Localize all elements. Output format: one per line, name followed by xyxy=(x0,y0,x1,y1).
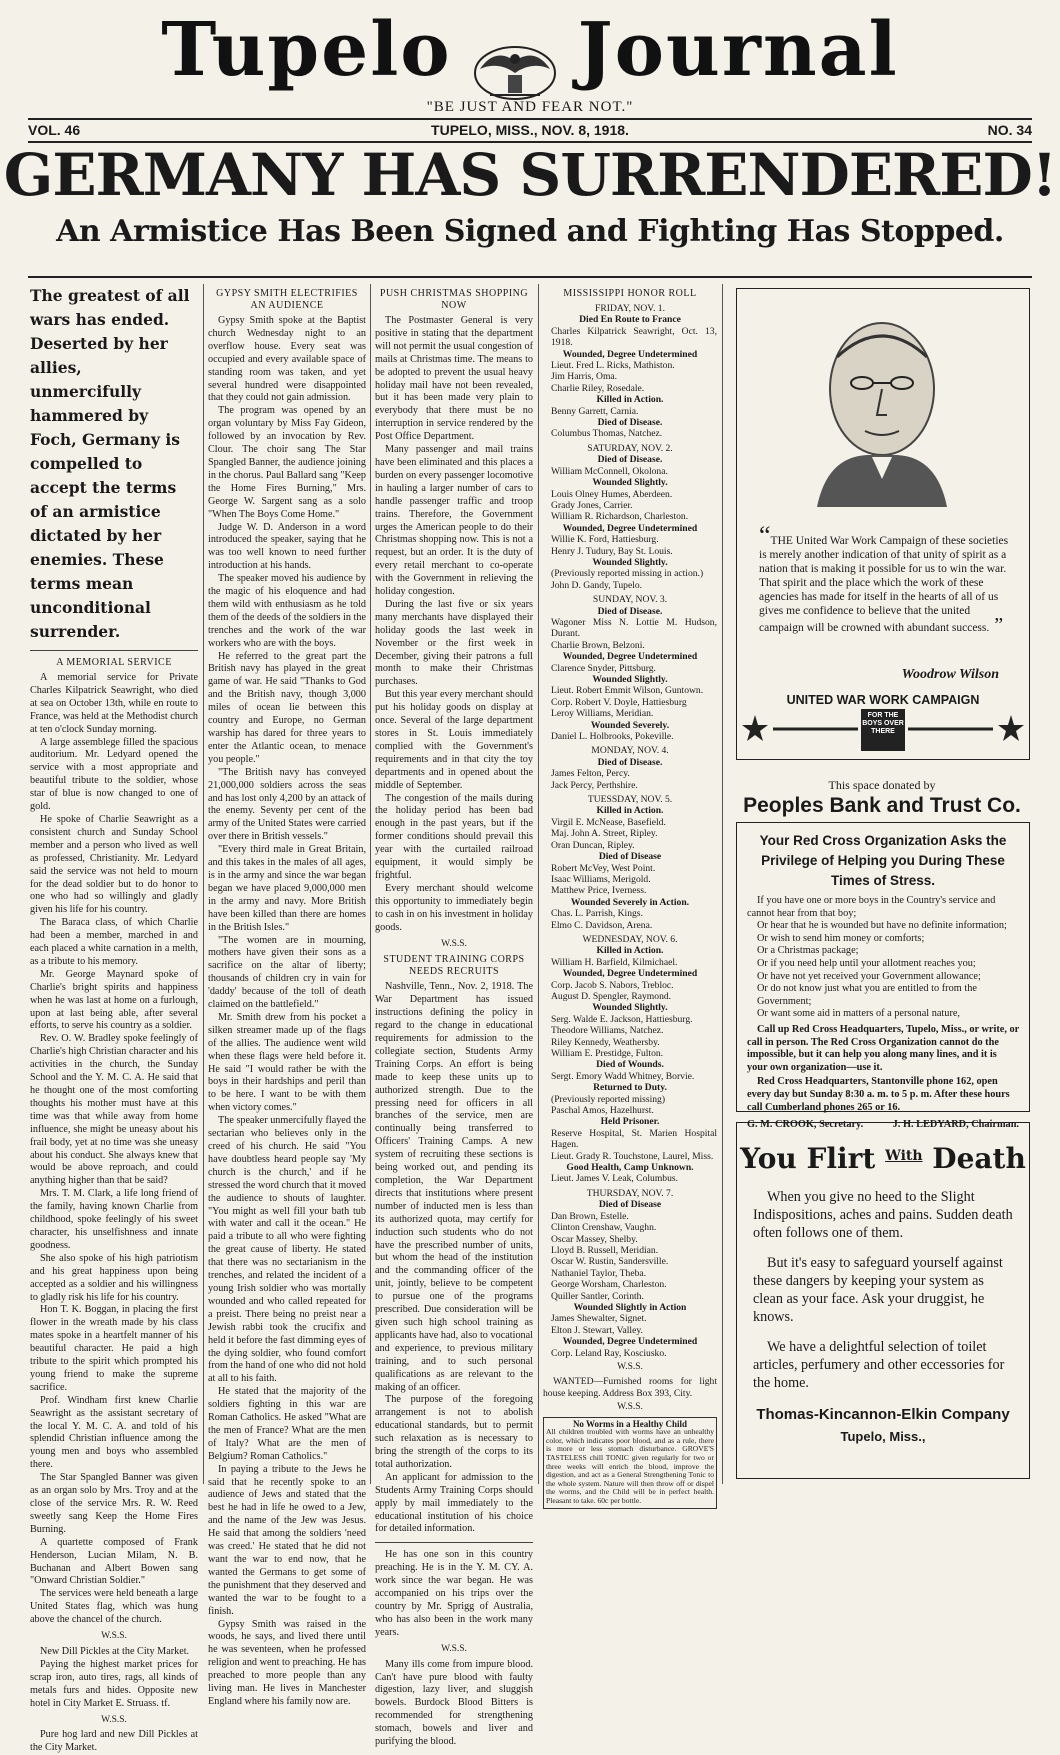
paragraph: A memorial service for Private Charles Kilpatrick Seawright, who died at sea on October 13th, while en route to France, was held at the Methodist church at ten o'clock Sunday morning. xyxy=(30,672,198,735)
student-title: STUDENT TRAINING CORPS NEEDS RECRUITS xyxy=(383,954,525,978)
honor-roll-entry: Benny Garrett, Carnia. xyxy=(551,405,639,417)
red-cross-title: Your Red Cross Organization Asks the Privilege of Helping you During These Times of Stress. xyxy=(759,833,1007,888)
honor-roll-entry: Theodore Williams, Natchez. xyxy=(551,1025,664,1037)
wss-separator: W.S.S. xyxy=(617,1402,643,1413)
honor-roll-category: Wounded, Degree Undetermined xyxy=(562,522,698,534)
paragraph: Gypsy Smith spoke at the Baptist church Wednesday night to an overflow house. Every seat was occupied and every available space of standing room was taken, and yet several hundred were disappointed that they could not gain admission. xyxy=(208,315,366,404)
honor-roll-date: THURSDAY, NOV. 7. xyxy=(586,1187,674,1199)
column-2 xyxy=(208,284,366,1707)
paragraph: Prof. Windham first knew Charlie Seawright as the assistant secretary of the local Y. M. C. A. and told of his splendid Christian influence among the young men and boys who assembled there. xyxy=(30,1394,198,1471)
honor-roll-entry: Lieut. Fred L. Ricks, Mathiston. xyxy=(551,360,675,372)
flirt-paragraph-3: We have a delightful selection of toilet articles, perfumery and other eccessories for the home. xyxy=(753,1339,1005,1391)
issue-number: NO. 34 xyxy=(987,122,1032,138)
column-4 xyxy=(543,284,717,1505)
company-city: Tupelo, Miss., xyxy=(840,1429,926,1444)
red-cross-intro: If you have one or more boys in the Country's service and cannot hear from that boy; xyxy=(747,895,996,919)
company-name: Thomas-Kincannon-Elkin Company xyxy=(756,1406,1010,1423)
column-divider xyxy=(370,284,371,1484)
paragraph: "The British navy has conveyed 21,000,000 soldiers across the seas and has lost only 4,200 by an attack of the enemy. Seventy per cent of the army of the United States were carried over there in British vessels." xyxy=(208,766,366,843)
honor-roll-entry: Charles Kilpatrick Seawright, Oct. 13, 1918. xyxy=(551,325,717,349)
notice: New Dill Pickles at the City Market. xyxy=(40,1645,190,1657)
honor-roll-entry: (Previously reported missing in action.) xyxy=(551,568,704,580)
paragraph: In paying a tribute to the Jews he said that he recently spoke to an audience of Jews and stated that the best he had in life he owed to a Jew, and the name of the Jew was Jesus. He said that among the soldiers 'need was creed.' He stated that he did not want the war to end now, that he wanted the Germans to get some of the punishment that they deserved and wanted the war to be fought to a finish. xyxy=(208,1463,366,1617)
chairman: J. H. LEDYARD, Chairman. xyxy=(892,1119,1019,1131)
honor-roll-entry: Corp. Jacob S. Nabors, Trebloc. xyxy=(551,979,674,991)
honor-roll-entry: Sergt. Emory Wadd Whitney, Borvie. xyxy=(551,1070,695,1082)
honor-roll-entry: George Worsham, Charleston. xyxy=(551,1279,667,1291)
honor-roll-entry: Serg. Walde E. Jackson, Hattiesburg. xyxy=(551,1013,693,1025)
honor-roll-entry: Charlie Brown, Belzoni. xyxy=(551,639,645,651)
honor-roll-entry: Robert McVey, West Point. xyxy=(551,862,656,874)
gypsy-title: GYPSY SMITH ELECTRIFIES AN AUDIENCE xyxy=(216,288,358,311)
flirt-title: You Flirt $^{With}$ Death xyxy=(740,1142,1026,1175)
honor-roll-entry: (Previously reported missing) xyxy=(551,1093,666,1105)
honor-roll-entry: Paschal Amos, Hazelhurst. xyxy=(551,1105,654,1117)
honor-roll-entry: Daniel L. Holbrooks, Pokeville. xyxy=(551,731,674,743)
quote-author: Woodrow Wilson xyxy=(901,667,999,682)
masthead-name-left: Tupelo xyxy=(161,7,452,93)
motto: "BE JUST AND FEAR NOT." xyxy=(426,99,634,115)
paragraph: Mrs. T. M. Clark, a life long friend of the family, having known Charlie from childhood, spoke feelingly of his sweet character, his unselfishness and innate goodness. xyxy=(30,1188,198,1251)
sub-headline: An Armistice Has Been Signed and Fighting Has Stopped. xyxy=(56,214,1004,249)
paragraph: The program was opened by an organ voluntary by Miss Fay Gideon, followed by an invocation by Rev. Clour. The choir sang The Star Spangled Banner, the audience joining in the chorus. Paul Ballard sang "Keep the Home Fires Burning," Mrs. George W. Sargent sang as a solo "When The Boys Come Home." xyxy=(208,405,366,520)
donated-by: This space donated by xyxy=(828,778,936,792)
campaign-banner: UNITED WAR WORK CAMPAIGN xyxy=(786,693,980,707)
honor-roll-entry: William H. Barfield, Kilmichael. xyxy=(551,956,678,968)
gypsy-continued: He has one son in this country preaching. He is in the Y. M. CY. A. work since the war began. He was accompanied on his trips over the country by Mr. Sprigg of Australia, who has also been in the work many years. xyxy=(375,1549,533,1638)
honor-roll-date: SATURDAY, NOV. 2. xyxy=(587,442,673,454)
honor-roll-entry: Matthew Price, Iverness. xyxy=(551,885,647,897)
paragraph: Mr. George Maynard spoke of Charlie's bright spirits and happiness when he was last at home on a furlough, upon at last being able, after several efforts, to serve his country as a soldier. xyxy=(30,968,198,1032)
wss-separator: W.S.S. xyxy=(441,1643,467,1654)
paragraph: The Baraca class, of which Charlie had been a member, marched in and each placed a white carnation in a melth, as a tribute to his memory. xyxy=(30,917,198,967)
honor-roll-category: Died of Disease. xyxy=(597,417,663,429)
wanted-ad: WANTED—Furnished rooms for light house keeping. Address Box 393, City. xyxy=(543,1376,717,1399)
red-cross-list-item: Or a Christmas package; xyxy=(757,945,859,957)
red-cross-list-item: Or hear that he is wounded but have no definite information; xyxy=(757,920,1007,932)
volume-label: VOL. 46 xyxy=(28,122,81,138)
wss-separator: W.S.S. xyxy=(101,1714,127,1725)
paragraph: Every merchant should welcome this opportunity to immediately begin to cash in on his investment in holiday goods. xyxy=(375,882,533,933)
red-cross-list-item: Or if you need help until your allotment reaches you; xyxy=(757,957,976,969)
honor-roll-entry: Willie K. Ford, Hattiesburg. xyxy=(551,534,659,546)
honor-roll-entry: Henry J. Tudury, Bay St. Louis. xyxy=(551,545,673,557)
honor-roll-category: Died of Disease xyxy=(598,851,662,863)
honor-roll-entry: Lieut. James V. Leak, Columbus. xyxy=(551,1173,679,1185)
masthead-name-right: Journal xyxy=(577,7,899,93)
honor-roll-date: FRIDAY, NOV. 1. xyxy=(595,303,665,314)
honor-roll-entry: Elton J. Stewart, Valley. xyxy=(551,1324,643,1336)
red-cross-list-item: Or want some aid in matters of a personal nature, xyxy=(757,1008,961,1020)
honor-roll-entry: Lloyd B. Russell, Meridian. xyxy=(551,1244,659,1256)
paragraph: The purpose of the foregoing arrangement is not to abolish educational standards, but to permit such relaxation as is necessary to bring the strength of the corps to its total authorization. xyxy=(375,1394,533,1470)
paragraph: An applicant for admission to the Students Army Training Corps should apply by mail immediately to the educational institution of his choice for detailed information. xyxy=(375,1471,533,1535)
honor-roll-entry: Quiller Santler, Corinth. xyxy=(551,1290,644,1302)
honor-roll-entry: Charlie Riley, Rosedale. xyxy=(551,382,645,394)
red-cross-list-item: Or do not know just what you are entitled to from the Government; xyxy=(757,983,977,1007)
bank-ad xyxy=(736,778,1028,819)
push-title: PUSH CHRISTMAS SHOPPING NOW xyxy=(379,288,529,311)
wilson-portrait-icon xyxy=(797,297,967,507)
honor-roll-entry: Dan Brown, Estelle. xyxy=(551,1210,629,1222)
honor-roll-entry: Corp. Leland Ray, Kosciusko. xyxy=(551,1347,667,1359)
paragraph: He stated that the majority of the soldiers fighting in this war are Roman Catholics. He asked "What are the men of France? What are the men of Italy? What are the men of Belgium? Roman Catholics." xyxy=(208,1386,366,1462)
honor-roll-date: MONDAY, NOV. 4. xyxy=(591,745,669,757)
paragraph: Gypsy Smith was raised in the woods, he says, and lived there until he was seventeen, when he professed religion and went to preaching. He has preached to more people than any living man. He lives in Manchester England where his family now are. xyxy=(208,1618,366,1707)
worms-title: No Worms in a Healthy Child xyxy=(572,1418,688,1429)
honor-roll-category: Killed in Action. xyxy=(596,805,664,817)
paragraph: The congestion of the mails during the holiday period has been bad enough in the past years, but if the former conditions should prevail this year with the curtailed railroad equipment, it would simply be frightful. xyxy=(375,792,533,881)
honor-roll-category: Held Prisoner. xyxy=(600,1116,660,1128)
honor-roll-category: Died of Disease. xyxy=(597,454,663,466)
red-cross-call: Call up Red Cross Headquarters, Tupelo, Miss., or write, or call in person. The Red Cross Organization cannot do the impossible, but it can help you along many lines, and it is your own organization—use it. xyxy=(747,1023,1020,1073)
wss-separator: W.S.S. xyxy=(101,1631,127,1642)
honor-roll-entry: Oscar Massey, Shelby. xyxy=(551,1233,638,1245)
gypsy-body xyxy=(208,315,366,1709)
paragraph: The services were held beneath a large United States flag, which was hung above the chancel of the church. xyxy=(30,1588,198,1626)
honor-roll-entry: Wagoner Miss N. Lottie M. Hudson, Durant. xyxy=(551,616,717,640)
place-date: TUPELO, MISS., NOV. 8, 1918. xyxy=(431,122,629,138)
honor-title: MISSISSIPPI HONOR ROLL xyxy=(563,288,697,299)
column-divider xyxy=(722,284,723,1484)
paragraph: Hon T. K. Boggan, in placing the first flower in the wreath made by his class mates spoke in a heartfelt manner of his beautiful character. He paid a high tribute to the spirit which prompted his young friend to make the supreme sacrifice. xyxy=(30,1304,198,1393)
honor-roll-entry: Jack Percy, Perthshire. xyxy=(551,779,638,791)
main-headline: GERMANY HAS SURRENDERED! xyxy=(3,141,1057,209)
honor-roll-category: Died of Disease xyxy=(598,1199,662,1211)
eagle-emblem-icon xyxy=(470,39,560,103)
wss-separator: W.S.S. xyxy=(617,1361,643,1372)
worms-ad: All children troubled with worms have an unhealthy color, which indicates poor blood, and as a rule, there is more or less stomach disturbance. GROVE'S TASTELESS chill TONIC given regularly for two or three weeks will enrich the blood, improve the digestion, and act as a General Strengthening Tonic to the whole system. Nature will then throw off or dispel the worms, and the Child will be in perfect health. Pleasant to take. 60c per bottle. xyxy=(546,1427,714,1505)
honor-roll-entry: Lieut. Robert Emmit Wilson, Guntown. xyxy=(551,685,704,697)
honor-roll-category: Wounded, Degree Undetermined xyxy=(562,968,698,980)
paragraph: A large assemblege filled the spacious auditorium. Mr. Ledyard opened the service with a most appropriate and beautiful tribute to the soldier, whose star of blue is now changed to one of gold. xyxy=(30,736,198,813)
honor-roll-entry: Oscar W. Rustin, Sandersville. xyxy=(551,1256,669,1268)
honor-roll-category: Good Health, Camp Unknown. xyxy=(566,1162,694,1174)
paragraph: A quartette composed of Frank Henderson, Lucian Milam, N. B. Buchanan and Albert Bowen sang "Onward Christian Soldier." xyxy=(30,1536,198,1587)
paragraph: The Star Spangled Banner was given as an organ solo by Mrs. Troy and at the close of the service Mrs. R. W. Reed sweetly sang Keep the Home Fires Burning. xyxy=(30,1472,198,1535)
memorial-title: A MEMORIAL SERVICE xyxy=(56,657,172,668)
honor-roll-category: Wounded Slightly. xyxy=(592,674,668,685)
red-cross-list-item: Or have not yet received your Government allowance; xyxy=(757,970,981,982)
wilson-quote: “THE United War Work Campaign of these societies is merely another indication of that unity of spirit as a nation that is making it possible for us to win the war. That spirit and the place which the work of these agencies has made for itself in the hearts of all of us gives me confidence to believe that the united campaign will be crowned with abundant success. ” xyxy=(759,521,1009,636)
honor-roll-entry: James Felton, Percy. xyxy=(551,768,630,780)
honor-roll-category: Died of Wounds. xyxy=(596,1059,664,1071)
honor-roll-entry: Columbus Thomas, Natchez. xyxy=(551,428,663,440)
flirt-paragraph-1: When you give no heed to the Slight Indispositions, aches and pains. Sudden death often follows one of them. xyxy=(753,1189,1013,1241)
notice: Pure hog lard and new Dill Pickles at the City Market. xyxy=(30,1729,198,1754)
honor-roll-entry: Reserve Hospital, St. Marien Hospital Hagen. xyxy=(551,1127,717,1151)
divider xyxy=(375,1542,533,1543)
rule-headline xyxy=(28,276,1032,278)
paragraph: He spoke of Charlie Seawright as a consistent church and Sunday School member and a person who lived as well as professed, Christianity. Mr. Ledyard said the service was not held to mourn for the dead soldier but to do honor to one who had so willingly and gladly given his life for his country. xyxy=(30,813,198,916)
honor-roll-category: Wounded Slightly in Action xyxy=(573,1301,687,1313)
honor-roll-category: Wounded Severely in Action. xyxy=(570,896,690,908)
paragraph: She also spoke of his high patriotism and his great happiness upon being accepted as a soldier and his willingness to gladly risk his life for his country. xyxy=(30,1252,198,1303)
honor-roll-category: Died of Disease. xyxy=(597,605,663,617)
honor-roll-entry: Chas. L. Parrish, Kings. xyxy=(551,908,643,920)
campaign-emblem xyxy=(743,707,1023,753)
push-body xyxy=(375,315,533,935)
honor-roll-entry: Grady Jones, Carrier. xyxy=(551,499,633,511)
honor-roll-entry: William McConnell, Okolona. xyxy=(551,465,668,477)
flirt-with-death-ad xyxy=(736,1122,1030,1479)
red-cross-ad xyxy=(736,822,1030,1131)
honor-roll-entry: Louis Olney Humes, Aberdeen. xyxy=(551,488,673,500)
honor-roll-date: SUNDAY, NOV. 3. xyxy=(592,594,668,606)
honor-roll-date: WEDNESDAY, NOV. 6. xyxy=(582,933,678,945)
student-body xyxy=(375,981,533,1536)
honor-roll-entry: William E. Prestidge, Fulton. xyxy=(551,1048,664,1059)
column-divider xyxy=(538,284,539,1484)
paragraph: He referred to the great part the British navy has played in the great game of war. He said "Thanks to God and the British navy, though 3,000 miles of ocean lie between this country and Europe, no German warship has dared for three years to enter the Atlantic ocean, to menace you people." xyxy=(208,650,366,765)
honor-roll-entry: Clinton Crenshaw, Vaughn. xyxy=(551,1222,657,1234)
paragraph: Rev. O. W. Bradley spoke feelingly of Charlie's high Christian character and his activities in the church, the Sunday School and the Y. M. C. A. He said that he thought one of the most comforting thoughts his mother must have at this time was that while away from home influence, she might be uneasy about his frail body, yet at no time was she uneasy about his conduct. She always knew that would be above reproach, and could anything higher than that be said? xyxy=(30,1033,198,1187)
paragraph: The Postmaster General is very positive in stating that the department will not permit the usual congestion of mails at Christmas time. The means to be adopted to prevent the usual heavy holiday mail have not been revealed, but it has been made very plain to everybody that there must be no interruption in service rendered by the Post Office Department. xyxy=(375,315,533,443)
paragraph: Mr. Smith drew from his pocket a silken streamer made up of the flags of the allies. The audience went wild when these flags were held before it. He said "I would rather be with the boys in their hardships and peril than to be here. I want to be with them when victory comes." xyxy=(208,1011,366,1114)
column-divider xyxy=(203,284,204,1484)
masthead xyxy=(0,4,1060,103)
column-3 xyxy=(375,284,533,1748)
paragraph: Judge W. D. Anderson in a word introduced the speaker, saying that he was too well known to need further introduction at his hands. xyxy=(208,521,366,572)
honor-roll-date: TUESSDAY, NOV. 5. xyxy=(587,794,673,806)
paragraph: During the last five or six years many merchants have displayed their holiday goods the last week in November or the first week in December, giving their patrons a full month to make their Christmas purchases. xyxy=(375,598,533,688)
secretary: G. M. CROOK, Secretary. xyxy=(747,1119,864,1131)
lead-paragraph: The greatest of all wars has ended. Deserted by her allies, unmercifully hammered by Foch, Germany is compelled to accept the terms of an armistice dictated by her enemies. These terms mean unconditional surrender. xyxy=(30,286,190,641)
rule-top xyxy=(28,118,1032,120)
honor-roll-category: Wounded Slightly. xyxy=(592,1002,668,1014)
column-1 xyxy=(30,284,198,1754)
honor-roll-category: Died En Route to France xyxy=(579,314,681,326)
memorial-body xyxy=(30,672,198,1627)
bank-name: Peoples Bank and Trust Co. xyxy=(743,794,1021,817)
paragraph: But this year every merchant should put his holiday goods on display at once. Several of the large department stores in St. Louis immediately complied with the Government's requirements and in that city the toy departments and in opened about the middle of September. xyxy=(375,689,533,791)
honor-roll-entry: Riley Kennedy, Weathersby. xyxy=(551,1036,660,1048)
honor-roll-list xyxy=(543,303,717,1359)
paragraph: Many passenger and mail trains have been eliminated and this places a burden on every passenger locomotive in hauling a larger number of cars to handle passenger traffic and troop trains. Therefore, the Government urges the American people to do their Christmas shopping now. This is not a request, but an order. It is the duty of every retail merchant to co-operate with the Government in relieving the holiday congestion. xyxy=(375,444,533,598)
paragraph: Nashville, Tenn., Nov. 2, 1918. The War Department has issued instructions defining the policy in regard to the change in educational requirements for admission to the collegiate section, Students Army Training Corps. An effort is being made to keep these units up to authorized strength. Due to the pressing need for officers in all branches of the service, men are continually being transferred to Officers' Training Camps. A new system of recruiting these sections is being worked out, and pending its completion, the War Department directs that institutions where present number of inducted men is less than its authorized quota, may certify for induction such students who do not have the prescribed number of units, but whom the head of the institution and the commanding officer of the unit, jointly, believe to be competent to pursue one of the programs prescribed. Due consideration will be given such high school training as applicants have had, also to vocational and experience, to previous military training, and to such personal qualifications as are relevant to the making of an officer. xyxy=(375,981,533,1393)
honor-roll-entry: Corp. Robert V. Doyle, Hattiesburg xyxy=(551,696,687,708)
honor-roll-entry: Oran Duncan, Ripley. xyxy=(551,839,635,851)
honor-roll-entry: Leroy Williams, Meridian. xyxy=(551,708,654,720)
honor-roll-category: Returned to Duty. xyxy=(593,1082,667,1094)
wss-separator: W.S.S. xyxy=(441,938,467,949)
honor-roll-category: Wounded Severely. xyxy=(590,719,670,731)
honor-roll-category: Wounded, Degree Undetermined xyxy=(562,1336,698,1348)
honor-roll-category: Killed in Action. xyxy=(596,394,664,406)
honor-roll-entry: William R. Richardson, Charleston. xyxy=(551,511,689,523)
honor-roll-entry: James Shewalter, Signet. xyxy=(551,1313,647,1325)
red-cross-list-item: Or wish to send him money or comforts; xyxy=(757,932,925,944)
paragraph: The speaker unmercifully flayed the sectarian who believes only in the creed of his church. He said "You have doubtless heard people say 'My church is the church,' and if he stressed the word church that it moved the audience to shouts of laughter. "You might as well fill your bath tub with water and call it the ocean." He paid a tribute to all who were fighting the great cause of liberty. He stated that there was no sectarianism in the trenches, and related the incident of a young Irish soldier who was mortally wounded and who called repeated for a preist. There being no preist near a Jewish rabbi took the crucifix and held it before the fast dimming eyes of the dying soldier, who found comfort from the hand of one who did not hold at all to his faith. xyxy=(208,1115,366,1385)
honor-roll-entry: August D. Spengler, Raymond. xyxy=(551,990,672,1002)
honor-roll-entry: Lieut. Grady R. Touchstone, Laurel, Miss. xyxy=(551,1150,714,1162)
honor-roll-entry: John D. Gandy, Tupelo. xyxy=(551,579,643,591)
blood-ad: Many ills come from impure blood. Can't have pure blood with faulty digestion, lazy liver, and sluggish bowels. Burdock Blood Bitters is recommended for strengthening stomach, bowels and liver and purifying the blood. xyxy=(375,1658,533,1748)
honor-roll-entry: Elmo C. Davidson, Arena. xyxy=(551,919,653,931)
honor-roll-category: Wounded Slightly. xyxy=(592,477,668,489)
paragraph: The speaker moved his audience by the magic of his eloquence and had them wild with enthusiasm as he told them of the deeds of the soldiers in the trenches and the work of the war workers who are with the boys. xyxy=(208,573,366,649)
honor-roll-category: Died of Disease. xyxy=(597,756,663,768)
campaign-badge: FOR THE BOYS OVER THERE xyxy=(862,712,904,735)
flirt-paragraph-2: But it's easy to safeguard yourself against these dangers by keeping your system as clean as your face. Ask your druggist, he knows. xyxy=(753,1255,1003,1325)
honor-roll-entry: Virgil E. McNease, Basefield. xyxy=(551,816,666,828)
red-cross-list xyxy=(747,920,1019,1021)
notice: Paying the highest market prices for scrap iron, auto tires, rags, all kinds of metals furs and hides. Opposite new hotel in City Market E. Struass. tf. xyxy=(30,1658,198,1709)
divider xyxy=(30,650,198,651)
honor-roll-entry: Maj. John A. Street, Ripley. xyxy=(551,828,658,840)
honor-roll-entry: Jim Harris, Oma. xyxy=(551,371,618,383)
honor-roll-entry: Nathaniel Taylor, Theba. xyxy=(551,1267,647,1279)
paragraph: "Every third male in Great Britain, and this takes in the males of all ages, is in the army and since the war began began we have placed 9,000,000 men in the army and navy. More British have been killed than there are homes in the British Isles." xyxy=(208,844,366,933)
honor-roll-category: Wounded, Degree Undetermined xyxy=(562,651,698,663)
paragraph: "The women are in mourning, mothers have given their sons as a sacrifice on the altar of liberty; thousands of children cry in vain for 'daddy' because of the toll of death claimed on the battlefield." xyxy=(208,934,366,1011)
honor-roll-category: Wounded, Degree Undetermined xyxy=(562,348,698,360)
honor-roll-category: Wounded Slightly. xyxy=(592,556,668,568)
honor-roll-entry: Isaac Williams, Merigold. xyxy=(551,873,651,885)
united-war-work-ad xyxy=(736,288,1030,760)
red-cross-hq: Red Cross Headquarters, Stantonville phone 162, open every day but Sunday 8:30 a. m. to 5 p. m. After these hours call Cumberland phones 265 or 16. xyxy=(747,1076,1010,1113)
honor-roll-entry: Clarence Snyder, Pittsburg. xyxy=(551,662,656,674)
honor-roll-category: Killed in Action. xyxy=(596,945,664,957)
